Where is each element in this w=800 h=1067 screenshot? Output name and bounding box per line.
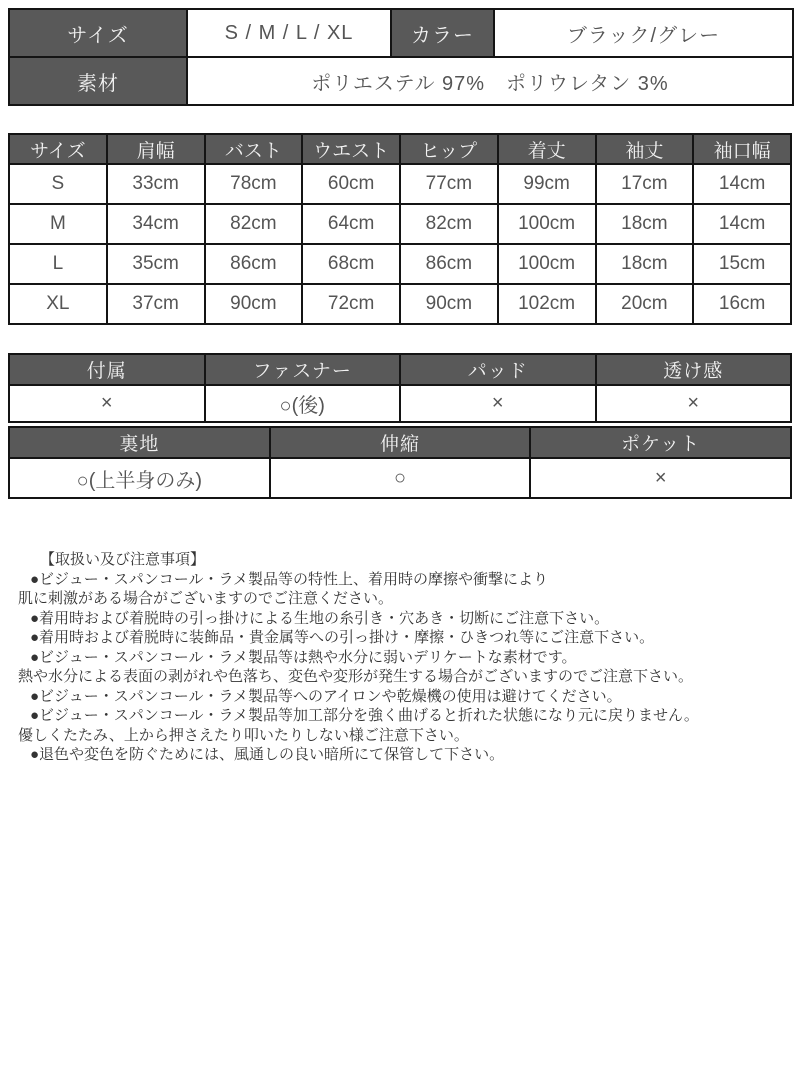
feature-value-pocket: ×	[530, 458, 791, 498]
features-table-2	[8, 426, 792, 499]
care-note-line: 肌に刺激がある場合がございますのでご注意ください。	[18, 590, 394, 607]
size-cell: 78cm	[205, 164, 303, 204]
spec-material-label: 素材	[9, 57, 187, 105]
size-row-m	[9, 204, 791, 244]
size-cell: 33cm	[107, 164, 205, 204]
care-note-line: ●着用時および着脱時に装飾品・貴金属等への引っ掛け・摩擦・ひきつれ等にご注意下さい。	[30, 629, 655, 646]
size-cell: 17cm	[596, 164, 694, 204]
feature-value-stretch: ○	[270, 458, 531, 498]
feature-header-pad: パッド	[400, 354, 596, 385]
size-cell: 14cm	[693, 164, 791, 204]
spec-color-value: ブラック/グレー	[494, 9, 793, 57]
care-note-line: ●ビジュー・スパンコール・ラメ製品等は熱や水分に弱いデリケートな素材です。	[30, 648, 577, 666]
care-note-line: 優しくたたみ、上から押さえたり叩いたりしない様ご注意下さい。	[18, 726, 469, 744]
size-col-header: サイズ	[9, 134, 107, 164]
size-row-l	[9, 244, 791, 284]
size-cell: 82cm	[205, 204, 303, 244]
size-cell: 86cm	[400, 244, 498, 284]
size-cell: 102cm	[498, 284, 596, 324]
feature-value-pad: ×	[400, 385, 596, 422]
feature-header-fuzoku: 付属	[9, 354, 205, 385]
spec-size-value: S / M / L / XL	[187, 9, 391, 57]
feature-header-stretch: 伸縮	[270, 427, 531, 458]
size-cell: L	[9, 244, 107, 284]
size-cell: XL	[9, 284, 107, 324]
spec-row-material	[9, 57, 793, 105]
size-cell: 35cm	[107, 244, 205, 284]
product-spec-table	[8, 8, 794, 106]
care-notes	[8, 550, 792, 765]
size-cell: M	[9, 204, 107, 244]
care-note-line: ●退色や変色を防ぐためには、風通しの良い暗所にて保管して下さい。	[30, 746, 505, 763]
size-col-header: 袖口幅	[693, 134, 791, 164]
care-notes-title: 【取扱い及び注意事項】	[40, 551, 206, 568]
size-cell: 18cm	[596, 244, 694, 284]
size-cell: 90cm	[205, 284, 303, 324]
feature-value-sheerness: ×	[596, 385, 792, 422]
size-cell: 34cm	[107, 204, 205, 244]
size-row-s	[9, 164, 791, 204]
size-cell: 14cm	[693, 204, 791, 244]
size-chart-table	[8, 133, 792, 325]
features-table-1	[8, 353, 792, 423]
feature-header-fastener: ファスナー	[205, 354, 401, 385]
feature-value-fastener: ○(後)	[205, 385, 401, 422]
size-cell: 82cm	[400, 204, 498, 244]
features1-value-row	[9, 385, 791, 422]
size-col-header: ヒップ	[400, 134, 498, 164]
size-cell: 20cm	[596, 284, 694, 324]
spec-color-label: カラー	[391, 9, 494, 57]
size-cell: 86cm	[205, 244, 303, 284]
care-note-line: ●着用時および着脱時の引っ掛けによる生地の糸引き・穴あき・切断にご注意下さい。	[30, 609, 610, 627]
feature-header-sheerness: 透け感	[596, 354, 792, 385]
size-cell: 15cm	[693, 244, 791, 284]
size-col-header: ウエスト	[302, 134, 400, 164]
feature-value-fuzoku: ×	[9, 385, 205, 422]
features1-header-row	[9, 354, 791, 385]
care-note-line: ●ビジュー・スパンコール・ラメ製品等の特性上、着用時の摩擦や衝撃により	[30, 570, 549, 588]
care-note-line: ●ビジュー・スパンコール・ラメ製品等へのアイロンや乾燥機の使用は避けてください。	[30, 687, 622, 705]
features2-header-row	[9, 427, 791, 458]
size-col-header: 肩幅	[107, 134, 205, 164]
size-cell: 64cm	[302, 204, 400, 244]
features2-value-row	[9, 458, 791, 498]
size-cell: 100cm	[498, 244, 596, 284]
size-cell: 77cm	[400, 164, 498, 204]
care-note-line: ●ビジュー・スパンコール・ラメ製品等加工部分を強く曲げると折れた状態になり元に戻りません。	[30, 707, 699, 724]
spec-size-label: サイズ	[9, 9, 187, 57]
size-cell: 99cm	[498, 164, 596, 204]
size-cell: 72cm	[302, 284, 400, 324]
spec-row-size-color	[9, 9, 793, 57]
size-col-header: 袖丈	[596, 134, 694, 164]
size-cell: S	[9, 164, 107, 204]
feature-header-pocket: ポケット	[530, 427, 791, 458]
care-note-line: 熱や水分による表面の剥がれや色落ち、変色や変形が発生する場合がございますのでご注意下さい。	[18, 668, 694, 685]
feature-header-lining: 裏地	[9, 427, 270, 458]
size-cell: 90cm	[400, 284, 498, 324]
size-cell: 37cm	[107, 284, 205, 324]
size-row-xl	[9, 284, 791, 324]
size-cell: 60cm	[302, 164, 400, 204]
feature-value-lining: ○(上半身のみ)	[9, 458, 270, 498]
spec-material-value: ポリエステル 97% ポリウレタン 3%	[187, 57, 793, 105]
size-col-header: 着丈	[498, 134, 596, 164]
size-cell: 100cm	[498, 204, 596, 244]
size-cell: 18cm	[596, 204, 694, 244]
size-cell: 16cm	[693, 284, 791, 324]
size-chart-header-row	[9, 134, 791, 164]
size-col-header: バスト	[205, 134, 303, 164]
size-cell: 68cm	[302, 244, 400, 284]
